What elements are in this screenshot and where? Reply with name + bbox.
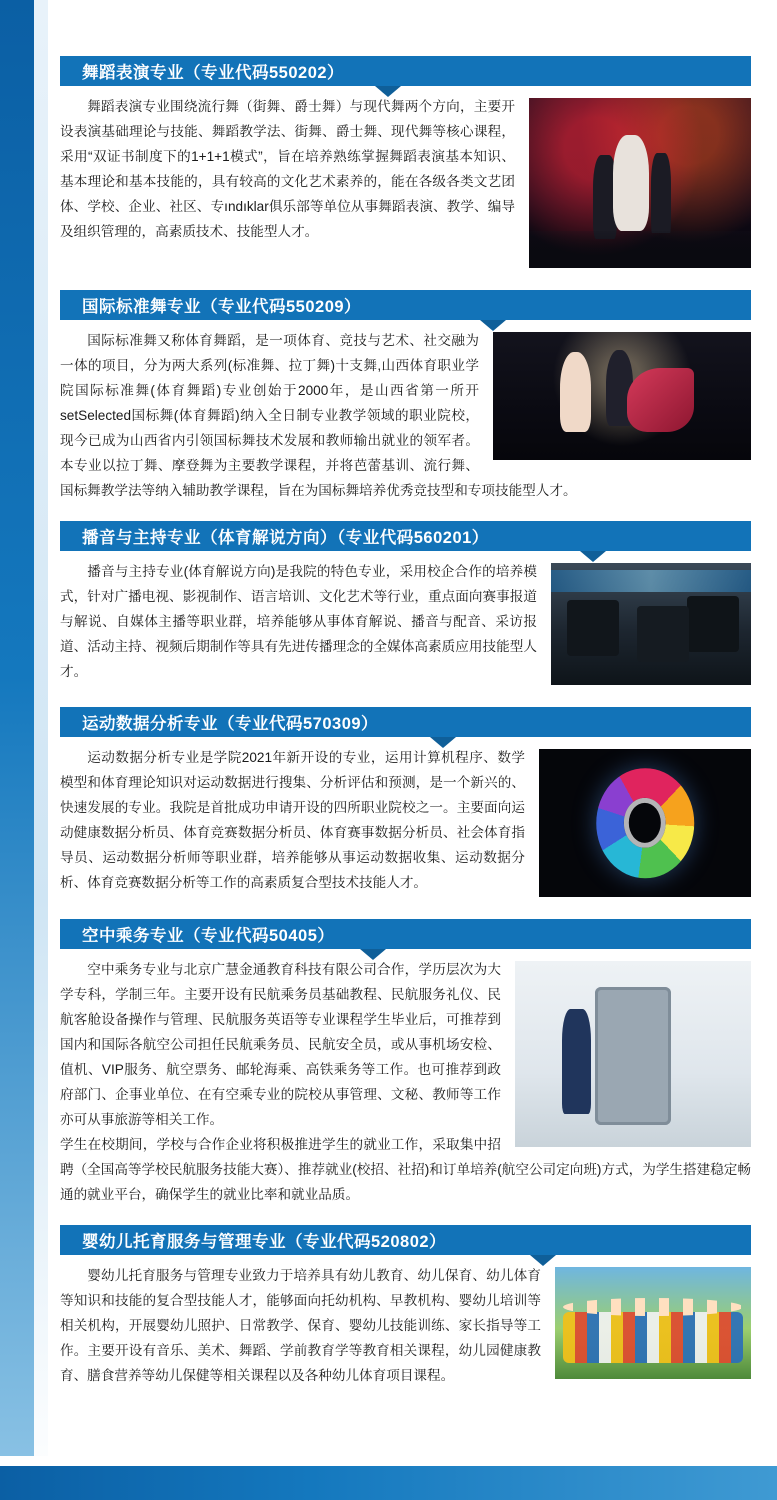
photo-dance-performance [529,98,751,268]
section-sports-data-analysis [60,707,751,901]
paragraph: 空中乘务专业与北京广慧金通教育科技有限公司合作，学历层次为大学专科，学制三年。主要开设有民航乘务员基础教程、民航服务礼仪、民航客舱设备操作与管理、民航服务英语等专业课程学生毕业后，可推荐到国内和国际各航空公司担任民航乘务员、民航安全员，或从事机场安检、值机、VIP服务、航空票务、邮轮海乘、高铁乘务等工作。也可推荐到政府部门、企事业单位、在有空乘专业的院校从事管理、文秘、教师等工作亦可从事旅游等相关工作。 [60,962,501,1127]
bottom-band-gap [0,1456,777,1466]
ribbon-tail [530,1255,556,1266]
section-heading-ribbon [60,56,751,88]
section-air-crew [60,919,751,1207]
section-body [60,1263,751,1388]
paragraph: 婴幼儿托育服务与管理专业致力于培养具有幼儿教育、幼儿保育、幼儿体育等知识和技能的复合型技能人才，能够面向托幼机构、早教机构、婴幼儿培训等相关机构，开展婴幼儿照护、日常教学、保育、婴幼儿技能训练、家长指导等工作。主要开设有音乐、美术、舞蹈、学前教育学等教育相关课程，幼儿园健康教育、膳食营养等幼儿保健等相关课程以及各种幼儿体育项目课程。 [60,1268,541,1383]
photo-air-crew-training [515,961,751,1147]
section-infant-care [60,1225,751,1388]
paragraph: 国际标准舞又称体育舞蹈，是一项体育、竞技与艺术、社交融为一体的项目，分为两大系列(标准舞、拉丁舞)十支舞,山西体育职业学院国际标准舞(体育舞蹈)专业创始于2000年，是山西省第一所开setSelected国标舞(体育舞蹈)纳入全日制专业教学领域的职业院校，现今已成为山西省内引领国标舞技术发展和教师输出就业的领军者。本专业以拉丁舞、摩登舞为主要教学课程，并将芭蕾基训、流行舞、国标舞教学法等纳入辅助教学课程，旨在为国标舞培养优秀竞技型和专项技能型人才。 [60,333,577,498]
paragraph: 播音与主持专业(体育解说方向)是我院的特色专业，采用校企合作的培养模式，针对广播电视、影视制作、语言培训、文化艺术等行业，重点面向赛事报道与解说、自媒体主播等职业群，培养能够从事体育解说、播音与配音、采访报道、活动主持、视频后期制作等具有先进传播理念的全媒体高素质应用技能型人才。 [60,564,537,679]
bottom-decorative-band [0,1466,777,1500]
paragraph: 学生在校期间，学校与合作企业将积极推进学生的就业工作，采取集中招聘（全国高等学校民航服务技能大赛）、推荐就业(校招、社招)和订单培养(航空公司定向班)方式，为学生搭建稳定畅通的就业平台，确保学生的就业比率和就业品质。 [60,1137,751,1202]
section-heading-text: 播音与主持专业（体育解说方向）（专业代码560201） [82,529,489,547]
photo-sports-data-analysis [539,749,751,897]
section-heading-text: 空中乘务专业（专业代码50405） [82,927,335,945]
paragraph: 运动数据分析专业是学院2021年新开设的专业，运用计算机程序、数学模型和体育理论知识对运动数据进行搜集、分析评估和预测，是一个新兴的、快速发展的专业。我院是首批成功申请开设的四所职业院校之一。主要面向运动健康数据分析员、体育竞赛数据分析员、体育赛事数据分析员、社会体育指导员、运动数据分析师等职业群，培养能够从事运动数据收集、运动数据分析、体育竞赛数据分析等工作的高素质复合型技术技能人才。 [60,750,525,890]
section-heading-text: 舞蹈表演专业（专业代码550202） [82,64,345,82]
section-heading-text: 运动数据分析专业（专业代码570309） [82,715,379,733]
section-heading-ribbon [60,707,751,739]
photo-infant-care [555,1267,751,1379]
section-international-standard-dance [60,290,751,503]
section-heading-ribbon [60,521,751,553]
photo-international-standard-dance [493,332,751,460]
section-broadcasting-hosting [60,521,751,689]
section-heading-ribbon [60,290,751,322]
section-body [60,559,751,689]
photo-broadcasting-studio [551,563,751,685]
ribbon-tail [430,737,456,748]
section-body [60,94,751,272]
section-heading-ribbon [60,1225,751,1257]
section-heading-ribbon [60,919,751,951]
ribbon-tail [360,949,386,960]
section-body [60,957,751,1207]
ribbon-tail [375,86,401,97]
ribbon-tail [480,320,506,331]
ribbon-tail [580,551,606,562]
section-heading-text: 国际标准舞专业（专业代码550209） [82,298,362,316]
section-heading-text: 婴幼儿托育服务与管理专业（专业代码520802） [82,1233,447,1251]
section-body [60,328,751,503]
section-dance-performance [60,56,751,272]
paragraph: 舞蹈表演专业围绕流行舞（街舞、爵士舞）与现代舞两个方向，主要开设表演基础理论与技能、舞蹈教学法、街舞、爵士舞、现代舞等核心课程，采用“双证书制度下的1+1+1模式”，旨在培养熟练掌握舞蹈表演基本知识、基本理论和基本技能的，具有较高的文化艺术素养的，能在各级各类文艺团体、学校、企业、社区、专ındıklar俱乐部等单位从事舞蹈表演、教学、编导及组织管理的，高素质技术、技能型人才。 [60,99,515,239]
section-body [60,745,751,901]
